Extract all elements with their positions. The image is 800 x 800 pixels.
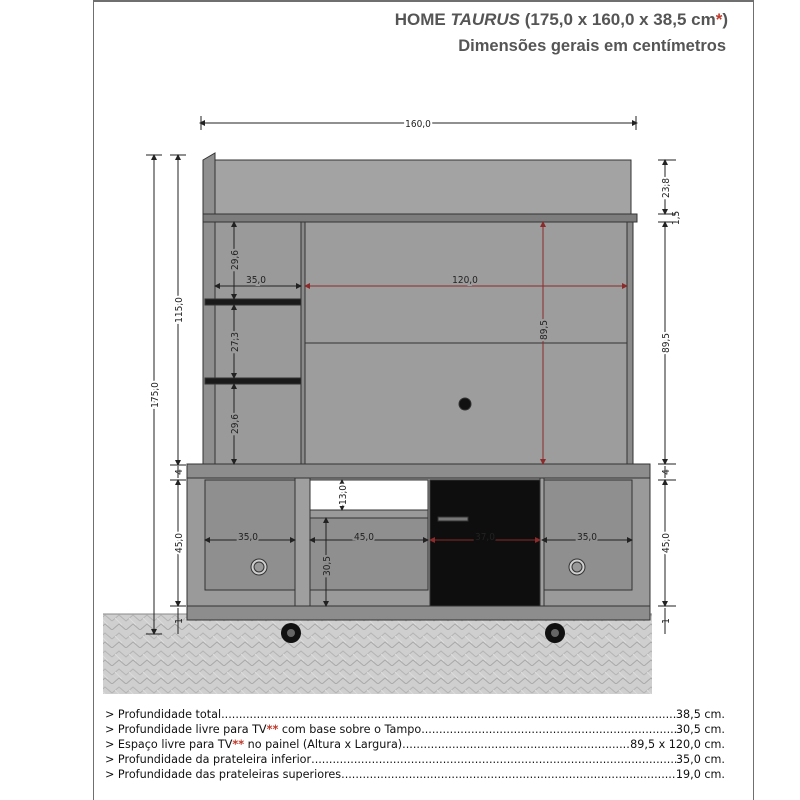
base: [187, 606, 650, 620]
door: [430, 480, 540, 608]
close-paren: ): [722, 10, 728, 29]
dim-shelf-width: 35,0: [245, 275, 267, 286]
spec-row: > Profundidade da prateleira inferior ..... 35,0 cm.: [105, 752, 725, 767]
product-dims: (175,0 x 160,0 x 38,5 cm: [524, 10, 716, 29]
dim-shelf-gap-3: 29,6: [230, 413, 241, 435]
dim-top-shelf: 1,5: [671, 210, 682, 226]
dim-panel-right: 89,5: [661, 332, 672, 354]
dim-niche-center: 45,0: [353, 532, 375, 543]
divider-a: [295, 478, 310, 608]
dim-lower-left: 45,0: [174, 532, 185, 554]
dim-base-left: 1: [174, 618, 185, 624]
subtitle: Dimensões gerais em centímetros: [458, 37, 726, 55]
product-name: HOME: [394, 10, 446, 29]
lower-rack: [187, 478, 650, 620]
dim-niche-top: 13,0: [338, 484, 349, 506]
center-shelf: [297, 510, 428, 518]
dim-tv-height: 89,5: [539, 319, 550, 341]
shelf-1: [205, 299, 301, 305]
spec-row: > Profundidade livre para TV** com base sobre o Tampo ..... 30,5 cm.: [105, 722, 725, 737]
cable-hole: [459, 398, 471, 410]
floor: [103, 614, 652, 694]
back-panel: [215, 160, 631, 222]
shelf-2: [205, 378, 301, 384]
left-shelf-area: [215, 222, 301, 464]
asterisk: *: [715, 10, 723, 29]
dim-niche-right: 35,0: [576, 532, 598, 543]
door-handle: [438, 517, 468, 521]
divider-b: [540, 478, 544, 608]
divider: [301, 222, 305, 464]
left-side-column: [203, 216, 215, 466]
dim-niche-door: 37,0: [474, 532, 496, 543]
dim-shelf-gap-2: 27,3: [230, 331, 241, 353]
upper-structure: [187, 153, 650, 478]
dim-tampo-right: 4: [661, 469, 672, 475]
dim-niche-left: 35,0: [237, 532, 259, 543]
dim-total-height: 175,0: [150, 382, 161, 408]
dim-lower-right: 45,0: [661, 532, 672, 554]
dim-shelf-gap-1: 29,6: [230, 249, 241, 271]
dim-tv-width: 120,0: [452, 275, 478, 286]
spec-row: > Profundidade das prateleiras superiores ..... 19,0 cm.: [105, 767, 725, 782]
spec-row: > Profundidade total ..... 38,5 cm.: [105, 707, 725, 722]
dim-total-width: 160,0: [405, 119, 431, 130]
center-lower-niche: [310, 518, 428, 590]
right-post: [627, 222, 633, 464]
product-model: TAURUS: [450, 10, 521, 29]
dim-tampo-left: 4: [174, 469, 185, 475]
dim-upper-height: 115,0: [174, 297, 185, 323]
dim-niche-bottom: 30,5: [322, 555, 333, 577]
spec-row: > Espaço livre para TV** no painel (Altura x Largura) ..... 89,5 x 120,0 cm.: [105, 737, 725, 752]
dim-top-panel: 23,8: [661, 177, 672, 199]
tampo: [187, 464, 650, 478]
center-open-niche: [310, 480, 428, 510]
spec-list: [105, 707, 725, 782]
top-shelf: [203, 214, 637, 222]
dim-base-right: 1: [661, 618, 672, 624]
